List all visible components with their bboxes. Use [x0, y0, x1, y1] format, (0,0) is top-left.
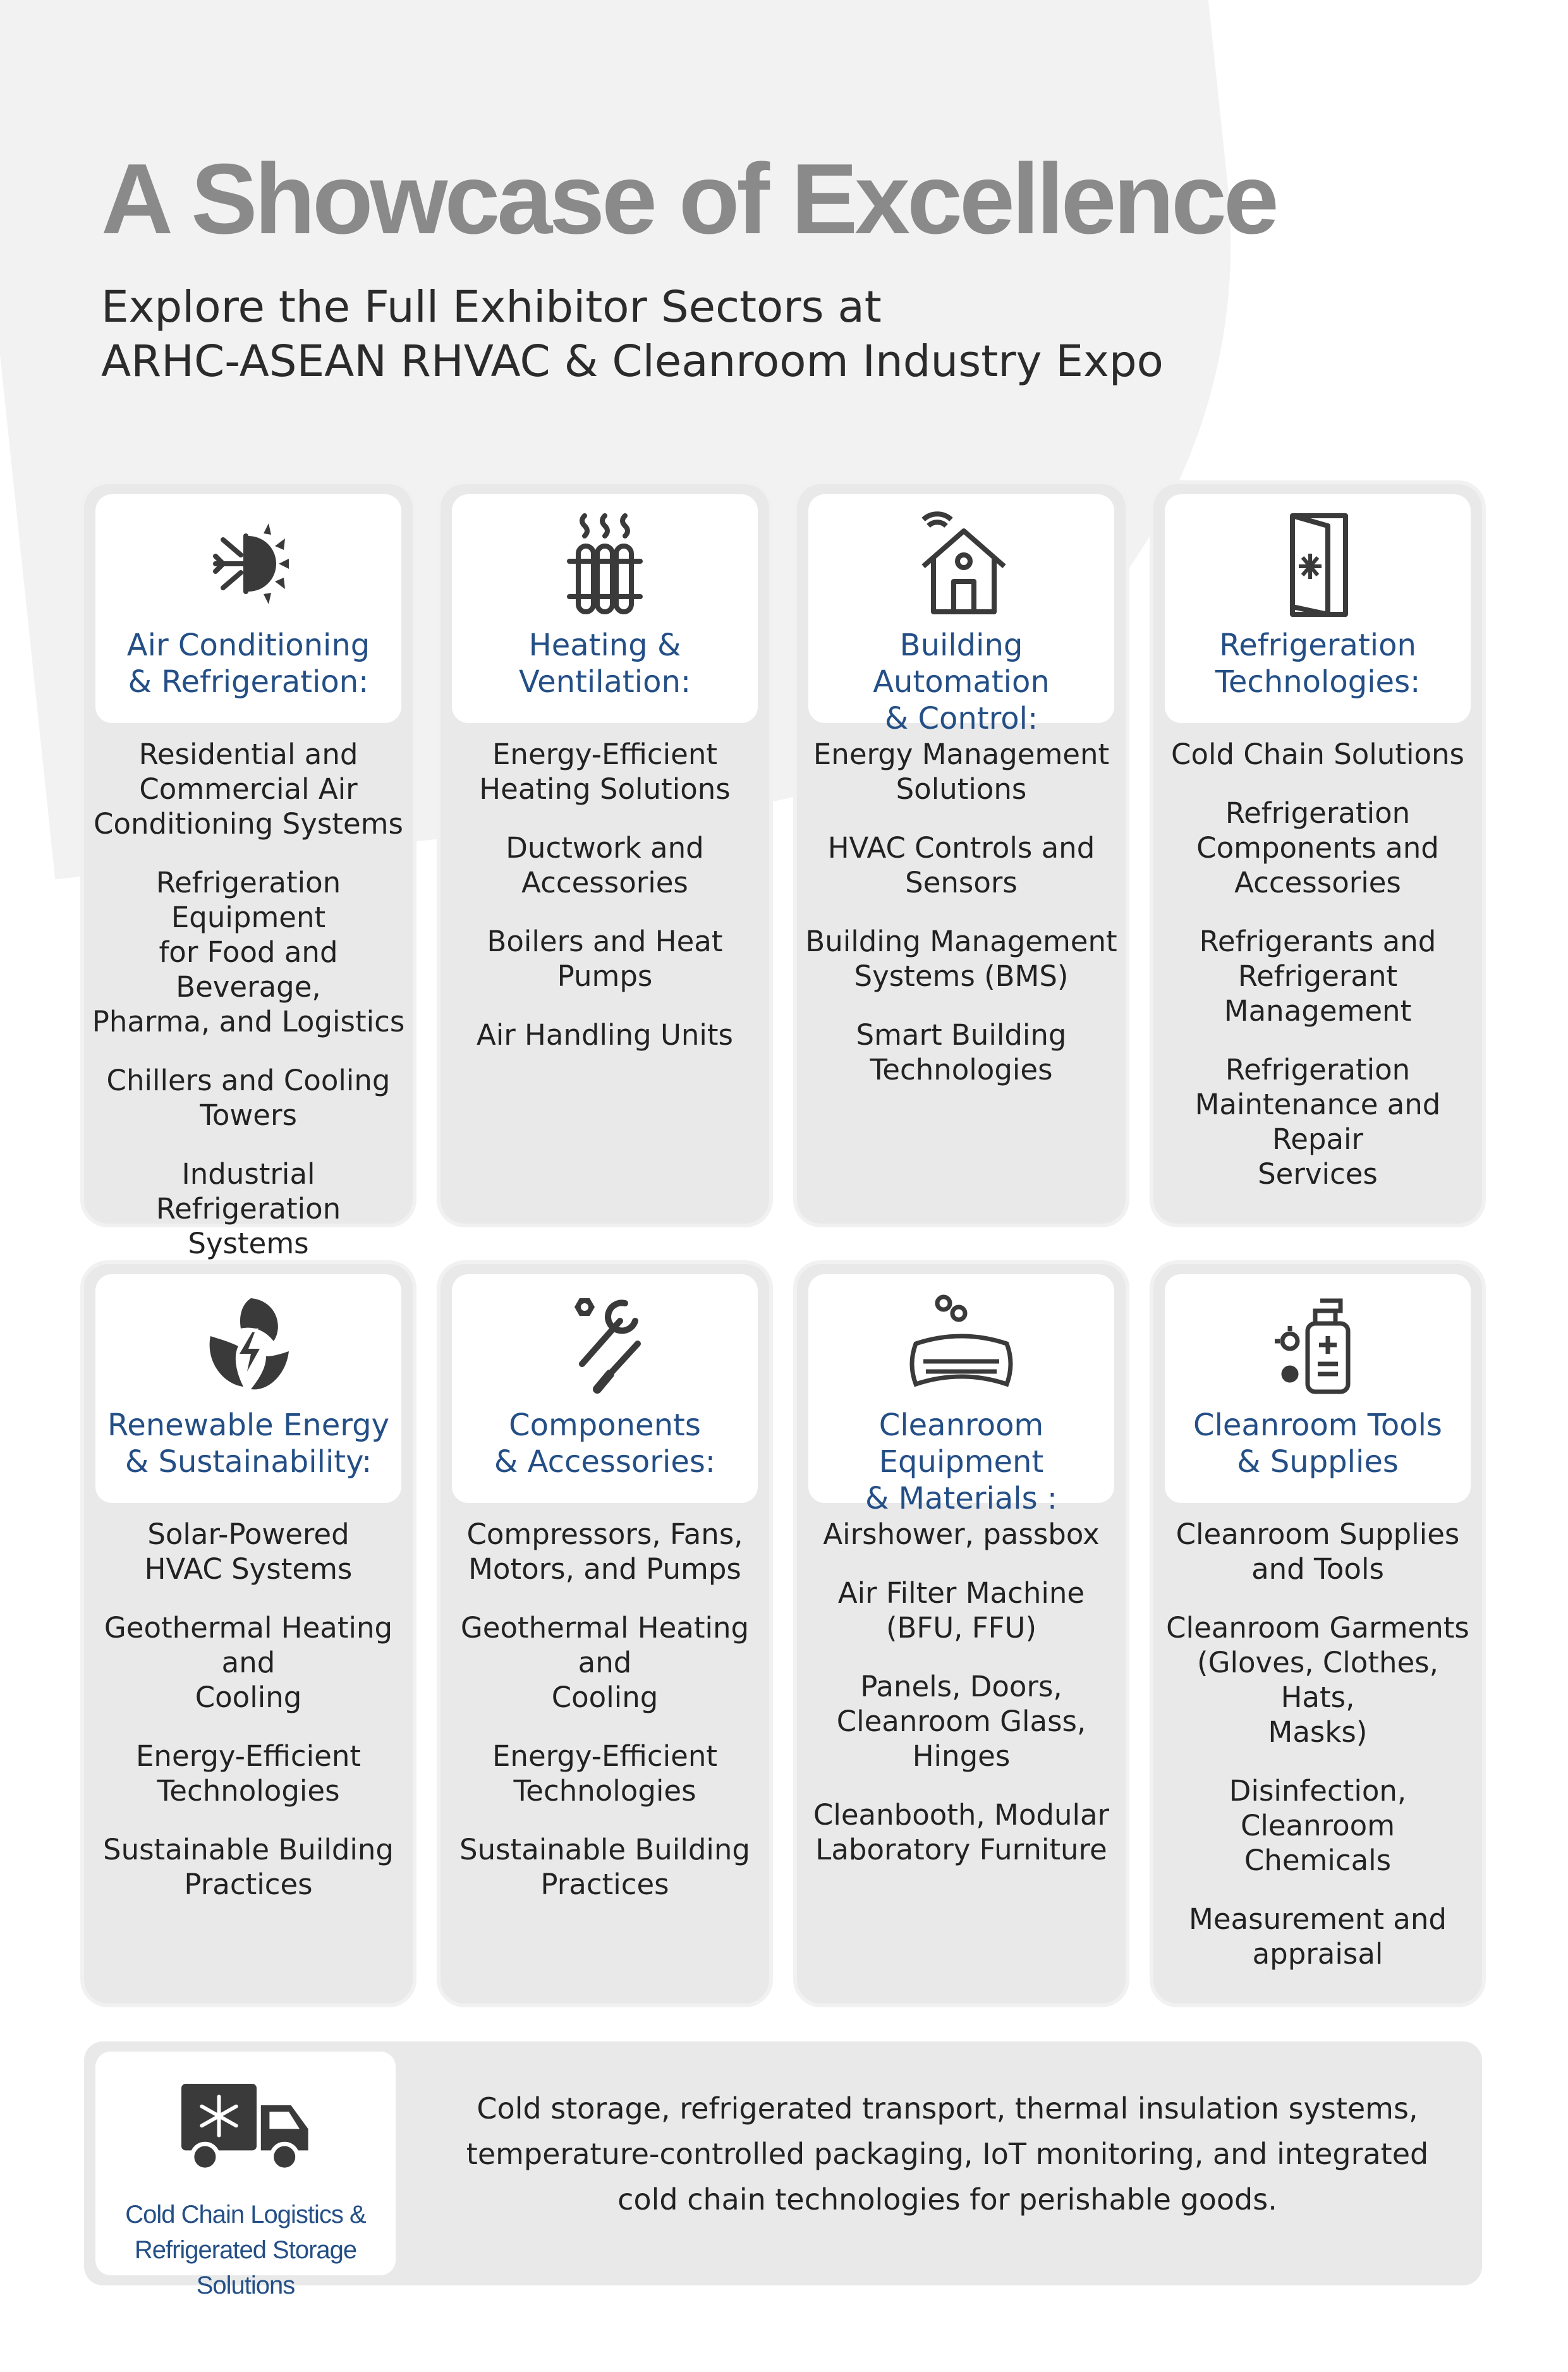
sector-item: Industrial Refrigeration Systems	[155, 1157, 341, 1260]
sector-grid	[84, 484, 1482, 2004]
sector-item: Geothermal Heating and Cooling	[104, 1611, 393, 1714]
sector-item: Energy-Efficient Technologies	[135, 1739, 362, 1808]
sector-card-cleanroom-equipment	[797, 1264, 1126, 2004]
sector-title: Cleanroom Equipment & Materials :	[865, 1408, 1058, 1516]
sector-title: Cleanroom Tools & Supplies	[1193, 1408, 1442, 1480]
radiator-icon	[542, 511, 668, 618]
banner-title: Cold Chain Logistics & Refrigerated Storage Solutions	[125, 2201, 366, 2299]
sector-item: Smart Building Technologies	[856, 1018, 1067, 1086]
refrigerated-truck-icon	[170, 2073, 322, 2180]
banner-description: Cold storage, refrigerated transport, thermal insulation systems, temperature-controlled packaging, IoT monitoring, and integrated cold chain technologies for perishable goods.	[466, 2091, 1429, 2217]
sector-item: Chillers and Cooling Towers	[106, 1064, 391, 1132]
sector-item: Airshower, passbox	[823, 1517, 1100, 1551]
sector-title: Heating & Ventilation:	[518, 628, 691, 700]
smart-home-icon	[898, 511, 1024, 618]
sector-item: Refrigeration Maintenance and Repair Services	[1194, 1053, 1441, 1191]
subtitle-line: ARHC-ASEAN RHVAC & Cleanroom Industry Expo	[101, 336, 1164, 387]
sector-card-cleanroom-tools	[1153, 1264, 1482, 2004]
sector-item: Cleanbooth, Modular Laboratory Furniture	[813, 1798, 1110, 1866]
card-header	[808, 494, 1114, 736]
sector-card-renewable-energy	[84, 1264, 413, 2004]
sector-card-components	[441, 1264, 769, 2004]
sector-item: Refrigeration Components and Accessories	[1196, 796, 1439, 899]
leaf-bolt-icon	[185, 1291, 312, 1398]
sector-item-list	[90, 1517, 406, 1926]
subtitle-line: Explore the Full Exhibitor Sectors at	[101, 282, 882, 332]
sector-item: Measurement and appraisal	[1189, 1902, 1447, 1971]
wrench-screwdriver-icon	[542, 1291, 668, 1398]
card-header	[1165, 494, 1471, 723]
card-header	[452, 494, 758, 723]
sector-item-list	[1160, 1517, 1476, 1995]
sector-item: Cold Chain Solutions	[1171, 738, 1464, 771]
sector-item: Energy Management Solutions	[813, 738, 1110, 806]
sector-item: Refrigeration Equipment for Food and Beverage, Pharma, and Logistics	[92, 866, 405, 1038]
sector-title: Building Automation & Control:	[873, 628, 1050, 736]
card-header	[1165, 1274, 1471, 1503]
sector-item: Ductwork and Accessories	[506, 831, 704, 899]
card-header	[95, 494, 401, 723]
sector-item-list	[1160, 737, 1476, 1215]
page-subtitle	[101, 280, 1428, 389]
sector-item: Energy-Efficient Heating Solutions	[479, 738, 731, 806]
sector-item: HVAC Controls and Sensors	[827, 831, 1095, 899]
sector-item: Residential and Commercial Air Conditioning Systems	[94, 738, 403, 841]
sector-card-air-conditioning	[84, 484, 413, 1260]
sector-item: Energy-Efficient Technologies	[492, 1739, 718, 1808]
sector-item: Air Filter Machine (BFU, FFU)	[837, 1576, 1085, 1645]
sector-item-list	[447, 1517, 763, 1926]
filter-gears-icon	[898, 1291, 1024, 1398]
fridge-door-icon	[1255, 511, 1381, 618]
sector-item-list	[803, 1517, 1119, 1891]
sector-item: Geothermal Heating and Cooling	[460, 1611, 750, 1714]
sanitizer-icon	[1255, 1291, 1381, 1398]
sector-item: Refrigerants and Refrigerant Management	[1199, 925, 1437, 1028]
sector-item: Boilers and Heat Pumps	[487, 925, 723, 993]
sector-item: Sustainable Building Practices	[459, 1833, 750, 1901]
sector-item-list	[447, 737, 763, 1076]
sector-item: Building Management Systems (BMS)	[805, 925, 1117, 993]
page-title: A Showcase of Excellence	[101, 143, 1276, 255]
sector-item-list	[803, 737, 1119, 1111]
sector-item: Disinfection, Cleanroom Chemicals	[1229, 1774, 1407, 1877]
cold-chain-banner	[84, 2041, 1482, 2299]
sector-item: Solar-Powered HVAC Systems	[144, 1517, 353, 1586]
sector-item: Panels, Doors, Cleanroom Glass, Hinges	[836, 1670, 1086, 1773]
sector-title: Air Conditioning & Refrigeration:	[126, 628, 370, 700]
sector-card-refrigeration	[1153, 484, 1482, 1224]
sector-card-building-automation	[797, 484, 1126, 1224]
card-header	[808, 1274, 1114, 1516]
sector-item: Cleanroom Garments (Gloves, Clothes, Hats, Masks)	[1166, 1611, 1469, 1749]
sector-title: Components & Accessories:	[494, 1408, 716, 1480]
sector-title: Renewable Energy & Sustainability:	[107, 1408, 389, 1480]
page-header	[101, 142, 1428, 389]
sector-item: Sustainable Building Practices	[103, 1833, 394, 1901]
sector-card-heating	[441, 484, 769, 1224]
card-header	[452, 1274, 758, 1503]
sector-item: Compressors, Fans, Motors, and Pumps	[466, 1517, 743, 1586]
sector-item: Cleanroom Supplies and Tools	[1176, 1517, 1460, 1586]
sector-item-list	[90, 737, 406, 1285]
snowflake-sun-icon	[185, 511, 312, 618]
sector-item: Air Handling Units	[476, 1018, 734, 1052]
card-header	[95, 1274, 401, 1503]
banner-header	[95, 2052, 396, 2299]
sector-title: Refrigeration Technologies:	[1215, 628, 1421, 700]
